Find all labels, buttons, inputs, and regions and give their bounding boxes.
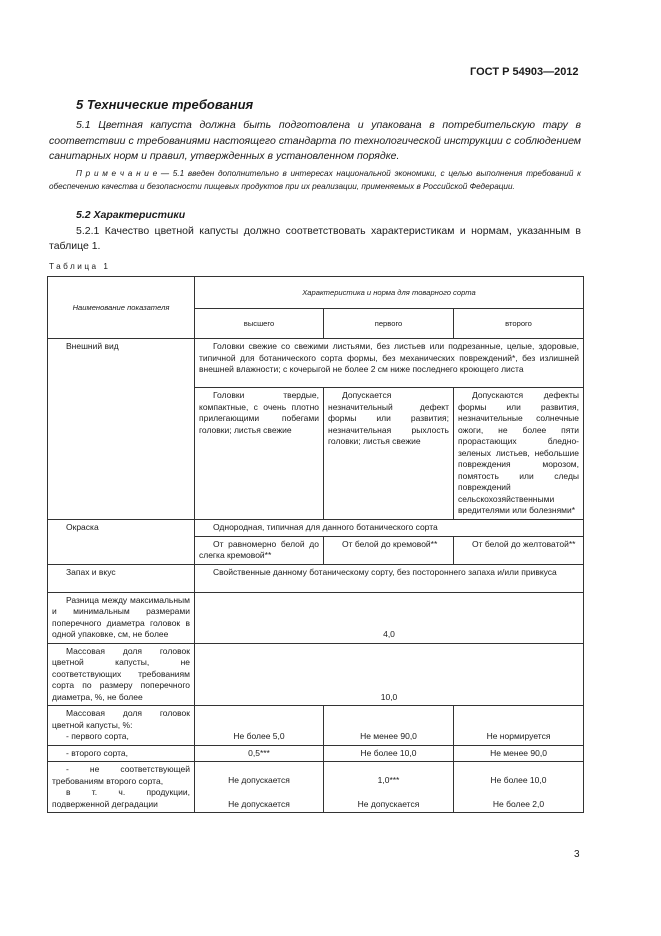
mass-first-grade-label: - первого сорта, [66, 731, 129, 741]
appearance-second: Допускаются дефекты формы или развития, незначительные солнечные ожоги, не более пяти прорастающих бледно-зеленых листьев, небольшие повреждения морозом, помятость или следы повреждений сельскохозяйственными вредителями или болезнями* [454, 388, 584, 520]
degradation-first-value: Не допускается [357, 798, 420, 809]
mass-first-grade-first: Не менее 90,0 [324, 706, 454, 746]
mass-non-conforming-first [324, 762, 454, 813]
row-appearance-name: Внешний вид [48, 339, 195, 520]
row-size-mismatch-name: Массовая доля головок цветной капусты, не соответствующих требованиям сорта по размеру поперечного диаметра, %, не более [48, 643, 195, 706]
appearance-common: Головки свежие со свежими листьями, без листьев или подрезанные, целые, здоровые, типичной для ботанического сорта формы, без механических повреждений*, без излишней внешней влажности; с кочерыгой не более 2 см ниже последнего кроющего листа [195, 339, 584, 388]
paragraph-5-2-1: 5.2.1 Качество цветной капусты должно соответствовать характеристикам и нормам, указанным в таблице 1. [49, 225, 581, 252]
header-indicator: Наименование показателя [48, 277, 195, 339]
degradation-second-value: Не более 2,0 [492, 798, 545, 809]
mass-second-grade-first: Не более 10,0 [324, 745, 454, 762]
smell-common: Свойственные данному ботаническому сорту, без постороннего запаха и/или привкуса [195, 564, 584, 592]
subsection-title: 5.2 Характеристики [76, 209, 186, 221]
color-second: От белой до желтоватой** [454, 536, 584, 564]
mass-first-grade-top: Не более 5,0 [195, 706, 324, 746]
mass-second-grade-second: Не менее 90,0 [454, 745, 584, 762]
section-title: 5 Технические требования [76, 97, 254, 112]
mass-share-label: Массовая доля головок цветной капусты, %: [52, 708, 190, 730]
page-number: 3 [574, 849, 580, 860]
row-smell-name: Запах и вкус [48, 564, 195, 592]
diameter-diff-value: 4,0 [195, 592, 584, 643]
paragraph-5-1: 5.1 Цветная капуста должна быть подготовлена и упакована в потребительскую тару в соответствии с требованиями настоящего стандарта по технологической инструкции с соблюдением санитарных норм и правил, утвержденных в установленном порядке. [49, 119, 581, 162]
mass-non-conforming-label: - не соответствующей требованиям второго сорта, [52, 764, 190, 786]
non-conforming-second-value: Не более 10,0 [490, 775, 547, 785]
color-first: От белой до кремовой** [324, 536, 454, 564]
color-top: От равномерно белой до слегка кремовой** [195, 536, 324, 564]
mass-non-conforming-top [195, 762, 324, 813]
appearance-top: Головки твердые, компактные, с очень плотно прилегающими побегами головки; листья свежие [195, 388, 324, 520]
header-grade-group: Характеристика и норма для товарного сорта [195, 277, 584, 309]
mass-second-grade-top: 0,5*** [195, 745, 324, 762]
degradation-top-value: Не допускается [228, 798, 290, 809]
row-color-name: Окраска [48, 519, 195, 564]
row-mass-non-conforming [48, 762, 195, 813]
mass-first-grade-second: Не нормируется [454, 706, 584, 746]
requirements-table [47, 276, 584, 813]
note: П р и м е ч а н и е — 5.1 введен дополнительно в интересах национальной экономики, с целью выполнения требований к обеспечению качества и безопасности пищевых продуктов при их реализации, применяемых в Российской Федерации. [49, 169, 581, 191]
header-grade-first: первого [324, 309, 454, 339]
row-diameter-diff-name: Разница между максимальным и минимальным размерами поперечного диаметра головок в одной упаковке, см, не более [48, 592, 195, 643]
mass-degradation-label: в т. ч. продукции, подверженной деградации [52, 787, 190, 809]
document-header: ГОСТ Р 54903—2012 [470, 66, 579, 78]
mass-second-grade-label: - второго сорта, [48, 745, 195, 762]
non-conforming-top-value: Не допускается [228, 775, 290, 785]
header-grade-top: высшего [195, 309, 324, 339]
appearance-first: Допускается незначительный дефект формы или развития; незначительная рыхлость головки; листья свежие [324, 388, 454, 520]
size-mismatch-value: 10,0 [195, 643, 584, 706]
row-mass-first-grade [48, 706, 195, 746]
mass-non-conforming-second [454, 762, 584, 813]
non-conforming-first-value: 1,0*** [377, 775, 400, 785]
header-grade-second: второго [454, 309, 584, 339]
color-common: Однородная, типичная для данного ботанического сорта [195, 519, 584, 536]
table-caption: Таблица 1 [49, 262, 111, 271]
